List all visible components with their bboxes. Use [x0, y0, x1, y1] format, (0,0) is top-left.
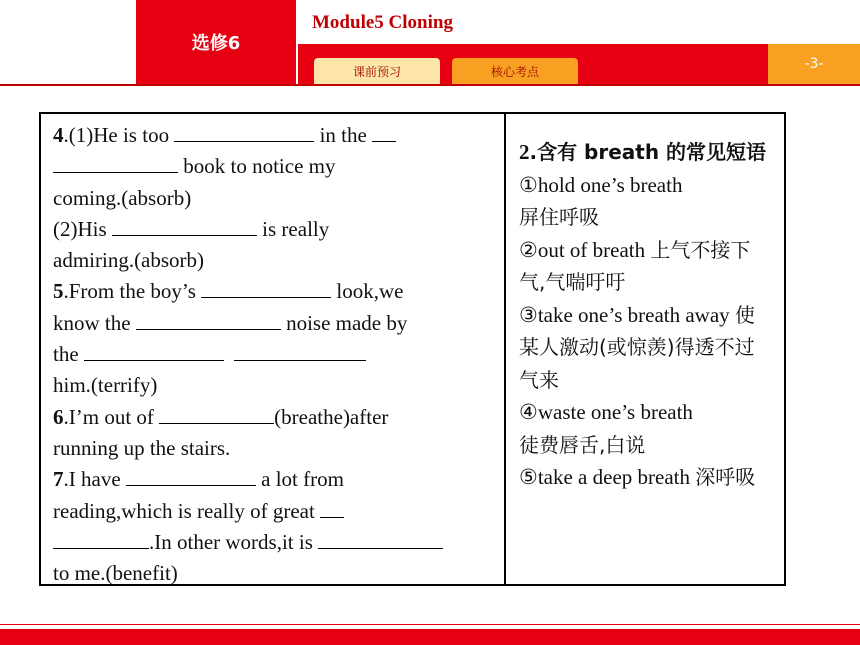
answer-blank[interactable] — [53, 530, 149, 549]
phrase-en: ②out of breath — [519, 237, 646, 262]
footer-bar — [0, 629, 860, 645]
tab-preview-label: 课前预习 — [352, 64, 401, 79]
phrase-cn: 上气不接下气,气喘吁吁 — [519, 237, 751, 294]
answer-blank[interactable] — [159, 405, 274, 424]
footer-line — [0, 624, 860, 625]
course-label-box — [136, 0, 296, 84]
phrase-item — [519, 234, 774, 299]
phrase-en: ④waste one’s breath — [519, 400, 693, 424]
exercise-5-cont — [53, 308, 494, 339]
answer-blank[interactable] — [234, 342, 366, 361]
phrase-column — [507, 114, 784, 584]
q7-text: a lot from — [255, 467, 344, 492]
page-number-box — [768, 44, 860, 84]
q4-text: .(1)He is too — [63, 123, 175, 147]
exercise-4b — [53, 214, 494, 245]
exercise-6 — [53, 402, 494, 433]
answer-blank[interactable] — [84, 342, 224, 361]
q4b-text: (2)His — [53, 216, 112, 241]
q5-text: look,we — [331, 279, 404, 304]
page-number: -3- — [804, 56, 824, 72]
exercise-7-cont: to me.(benefit) — [53, 561, 178, 586]
exercise-7-cont — [53, 496, 494, 527]
q7-text: reading,which is really of great — [53, 498, 321, 523]
q7-number: 7 — [53, 467, 64, 492]
course-label: 选修6 — [191, 33, 241, 54]
exercise-7 — [53, 464, 494, 495]
phrase-heading-number: 2 — [519, 140, 530, 164]
exercise-5-cont: him.(terrify) — [53, 373, 158, 398]
phrase-heading-text: .含有 breath 的常见短语 — [529, 140, 767, 164]
q6-number: 6 — [53, 404, 64, 429]
phrase-item — [519, 299, 774, 397]
phrase-en: ③take one’s breath away — [519, 302, 730, 327]
q4-text: in the — [314, 123, 373, 147]
answer-blank[interactable] — [201, 279, 331, 298]
content-panel — [39, 112, 786, 586]
exercise-4a-cont — [53, 151, 494, 182]
phrase-en: ①hold one’s breath — [519, 172, 683, 197]
exercise-5 — [53, 276, 494, 307]
answer-blank[interactable] — [372, 123, 396, 142]
answer-blank[interactable] — [318, 530, 443, 549]
phrase-heading — [519, 136, 774, 169]
q4b-text: is really — [256, 216, 330, 241]
header-right — [298, 0, 860, 84]
phrase-cn: 深呼吸 — [695, 465, 756, 489]
phrase-cn: 屏住呼吸 — [519, 205, 599, 229]
phrase-en: ⑤take a deep breath — [519, 465, 690, 489]
answer-blank[interactable] — [136, 311, 281, 330]
module-title: Module5 Cloning — [312, 12, 453, 33]
q5-text: the — [53, 342, 84, 367]
phrase-item — [519, 169, 774, 234]
q7-text: .In other words,it is — [149, 529, 319, 554]
answer-blank[interactable] — [174, 123, 314, 142]
q5-text: know the — [53, 310, 136, 335]
answer-blank[interactable] — [320, 499, 344, 518]
answer-blank[interactable] — [126, 467, 256, 486]
q5-text: .From the boy’s — [63, 279, 202, 304]
phrase-cn: 使某人激动(或惊羡)得透不过气来 — [519, 302, 755, 392]
exercise-4a — [53, 120, 494, 151]
tab-core-points[interactable] — [452, 58, 578, 84]
header-divider — [0, 84, 860, 86]
exercise-7-cont — [53, 527, 494, 558]
answer-blank[interactable] — [112, 217, 257, 236]
q4-text: book to notice my — [178, 154, 336, 179]
phrase-item — [519, 396, 774, 461]
tab-core-points-label: 核心考点 — [490, 64, 539, 79]
phrase-item — [519, 461, 774, 494]
q7-text: .I have — [63, 467, 126, 492]
exercise-4a-cont: coming.(absorb) — [53, 185, 192, 210]
q5-text: noise made by — [280, 310, 408, 335]
answer-blank[interactable] — [53, 154, 178, 173]
exercise-column — [41, 114, 506, 584]
exercise-5-cont — [53, 339, 494, 370]
exercise-4b-cont: admiring.(absorb) — [53, 248, 205, 273]
phrase-cn: 徒费唇舌,白说 — [519, 432, 646, 457]
exercise-6-cont: running up the stairs. — [53, 435, 231, 460]
q6-text: (breathe)after — [274, 404, 389, 429]
q4-number: 4 — [53, 123, 64, 147]
q5-number: 5 — [53, 279, 64, 304]
q6-text: .I’m out of — [63, 404, 160, 429]
tab-preview[interactable] — [314, 58, 440, 84]
